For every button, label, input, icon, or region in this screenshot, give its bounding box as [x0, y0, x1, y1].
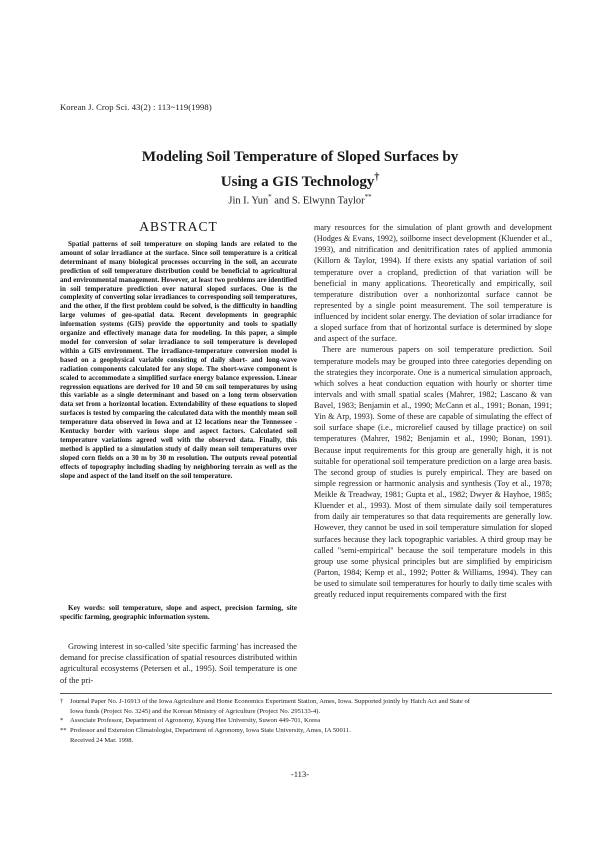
- author-conjunction: and: [271, 195, 292, 207]
- footnote-mark: *: [60, 717, 64, 725]
- introduction-paragraph: Growing interest in so-called 'site specific farming' has increased the demand for precise classification of spatial resources distributed within agricultural ecosystems (Petersen et al., 1995). Soil temperature is one of the pri-: [60, 642, 297, 685]
- footnotes: [60, 697, 552, 746]
- body-paragraph-2: There are numerous papers on soil temperature prediction. Soil temperature models may be grouped into three categories depending on the strategies they incorporate. One is a numerical simulation approach, which solves a heat conduction equation with hourly or shorter time intervals and with small spatial scales (Mahrer, 1982; Lascano & van Bavel, 1983; Benjamin et al., 1990; McCann et al., 1991; Bonan, 1991; Yin & Arp, 1993). Some of these are capable of simulating the effect of soil surface shape (i.e., microrelief caused by tillage practice) on soil temperatures (Mahrer, 1982; Benjamin et al., 1990; Bonan, 1991). Because input requirements for this group are generally high, it is not suitable for operational soil temperature prediction on a large area basis. The second group of studies is purely empirical. They are based on simple regression or harmonic analysis and synthesis (Toy et al., 1978; Meikle & Treadway, 1981; Gupta et al., 1982; Dwyer & Hayhoe, 1985; Kluender et al., 1993). Most of them simulate daily soil temperatures from daily air temperatures so that data requirements are generally low. However, they cannot be used in soil temperature simulation for sloped surfaces because they lack topographic variables. A third group may be called "semi-empirical" because the soil temperature models in this group use some physical principles but are simplified by empiricism (Parton, 1984; Kemp et al., 1992; Potter & Williams, 1994). They can be used to simulate soil temperatures for hourly to daily time scales with greatly reduced input requirements compared with the first: [314, 345, 552, 600]
- footnote: [60, 736, 552, 746]
- page-number: -113-: [290, 769, 310, 779]
- footnote: [60, 697, 552, 707]
- footnote-mark: †: [60, 698, 64, 705]
- footnote-text: Iowa funds (Project No. 3245) and the Korean Ministry of Agriculture (Project No. 295133-4).: [70, 707, 321, 715]
- footnote-text: Associate Professor, Department of Agronomy, Kyung Hee University, Suwon 449-701, Korea: [70, 717, 321, 725]
- footnote-divider: [60, 693, 552, 694]
- abstract-text: Spatial patterns of soil temperature on sloping lands are related to the amount of solar irradiance at the surface. Since soil temperature is a critical determinant of many biological processes occurring in the soil, an accurate prediction of soil temperature distribution could be beneficial to agricultural and environmental management. However, at least two problems are identified in soil temperature prediction over natural sloped surfaces. One is the complexity of converting solar irradiances to corresponding soil temperatures, and the other, if the first problem could be solved, is the difficulty in handling large volumes of geo-spatial data. Recent developments in geographic information systems (GIS) provide the opportunity and tools to spatially organize and effectively manage data for modeling. In this paper, a simple model for conversion of solar irradiance to soil temperature is developed within a GIS environment. The irradiance-temperature conversion model is based on a geophysical variable consisting of daily short- and long-wave radiation components calculated for any slope. The short-wave component is scaled to accommodate a simplified surface energy balance expression. Linear regression equations are derived for 10 and 50 cm soil temperatures by using this variable as a single determinant and based on a long term observation data set from a horizontal location. Extendability of these equations to sloped surfaces is tested by comparing the calculated data with the monthly mean soil temperature data observed in Iowa and at 12 locations near the Tennessee - Kentucky border with various slope and aspect factors. Calculated soil temperature variations agreed well with the observed data. Finally, this method is applied to a simulation study of daily mean soil temperatures over sloped corn fields on a 30 m by 30 m resolution. The outputs reveal potential effects of topography including shading by neighboring terrain as well as the slope and aspect of the land itself on the soil temperature.: [60, 240, 297, 480]
- author-1: Jin I. Yun: [228, 195, 269, 207]
- keywords: Key words: soil temperature, slope and aspect, precision farming, site specific farming, geographic information system.: [60, 604, 297, 621]
- footnote: [60, 726, 552, 736]
- author-2-mark: **: [364, 193, 372, 201]
- journal-reference: Korean J. Crop Sci. 43(2) : 113~119(1998): [60, 102, 212, 112]
- footnote-text: Received 24 Mar. 1998.: [70, 736, 134, 744]
- footnote-text: Professor and Extension Climatologist, Department of Agronomy, Iowa State University, Ames, IA 50011.: [70, 727, 351, 735]
- paper-title: [0, 146, 600, 192]
- footnote: [60, 716, 552, 726]
- title-footnote-mark: †: [374, 172, 380, 183]
- right-column: [314, 222, 552, 600]
- abstract-heading: ABSTRACT: [139, 219, 218, 234]
- footnote-text: Journal Paper No. J-16913 of the Iowa Agriculture and Home Economics Experiment Station, Ames, Iowa. Supported jointly by Hatch Act and State of: [70, 698, 470, 705]
- author-1-mark: *: [268, 193, 272, 201]
- footnote-mark: **: [60, 727, 67, 735]
- title-line-2: [0, 167, 600, 192]
- title-line-2-text: Using a GIS Technology: [220, 173, 375, 191]
- title-line-1: Modeling Soil Temperature of Sloped Surfaces by: [141, 148, 459, 165]
- author-2: S. Elwynn Taylor: [291, 195, 365, 207]
- author-line: [0, 193, 600, 206]
- footnote: [60, 707, 552, 717]
- body-paragraph-1: mary resources for the simulation of plant growth and development (Hodges & Evans, 1992), soilborne insect development (Kluender et al., 1993), and nitrification and denitrification rates of applied ammonia (Killorn & Taylor, 1994). If there exists any spatial variation of soil temperature over a cropland, prediction of that variation will be beneficial in many applications. Theoretically and empirically, soil temperature distribution over a nonhorizontal surface cannot be represented by a single point measurement. The soil temperature is influenced by incident solar energy. The deviation of solar irradiance for a sloped surface from that of horizontal surface is determined by slope and aspect of the surface.: [314, 223, 552, 344]
